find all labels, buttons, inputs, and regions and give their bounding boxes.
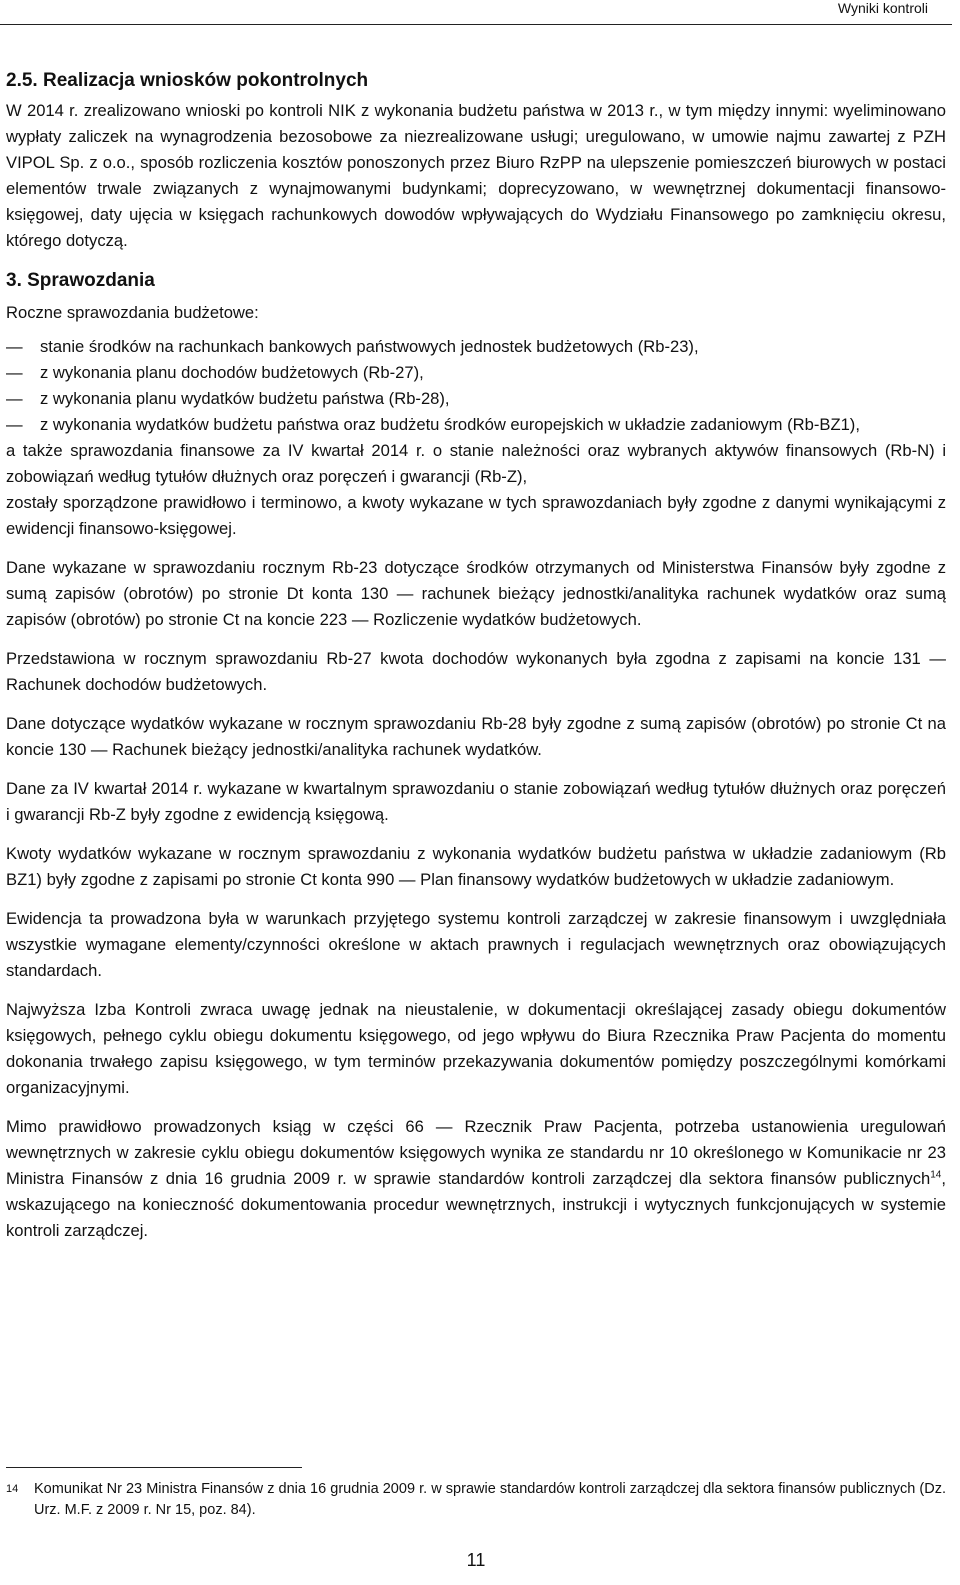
section-heading-3: 3. Sprawozdania xyxy=(6,270,155,291)
paragraph-after-list-2: zostały sporządzone prawidłowo i terminowo, a kwoty wykazane w tych sprawozdaniach były zgodne z danymi wynikającymi z ewidencji finansowo-księgowej. xyxy=(6,493,946,538)
paragraph-rb27: Przedstawiona w rocznym sprawozdaniu Rb-27 kwota dochodów wykonanych była zgodna z zapisami na koncie 131 — Rachunek dochodów budżetowych. xyxy=(6,649,946,694)
footnote xyxy=(6,1479,946,1521)
dash-marker: — xyxy=(6,363,23,382)
paragraph-intro: Roczne sprawozdania budżetowe: xyxy=(6,303,259,322)
paragraph-rbbz1: Kwoty wydatków wykazane w rocznym sprawozdaniu z wykonania wydatków budżetu państwa w układzie zadaniowym (Rb BZ1) były zgodne z zapisami po stronie Ct konta 990 — Plan finansowy wydatków budżetowych w układzie zadaniowym. xyxy=(6,844,946,889)
list-item xyxy=(6,386,946,412)
report-list xyxy=(6,334,946,438)
footnote-reference[interactable]: 14 xyxy=(930,1169,942,1181)
paragraph-rb28: Dane dotyczące wydatków wykazane w rocznym sprawozdaniu Rb-28 były zgodne z sumą zapisów (obrotów) po stronie Ct na koncie 130 — Rachunek bieżący jednostki/analityka rachunek wydatków. xyxy=(6,714,946,759)
paragraph-nik-uwaga: Najwyższa Izba Kontroli zwraca uwagę jednak na nieustalenie, w dokumentacji określającej zasady obiegu dokumentów księgowych, pełnego cyklu obiegu dokumentu księgowego, od jego wpływu do Biura Rzecznika Praw Pacjenta do momentu dokonania trwałego zapisu księgowego, w tym terminów przekazywania dokumentów pomiędzy poszczególnymi komórkami organizacyjnymi. xyxy=(6,1000,946,1097)
page-number: 11 xyxy=(466,1550,486,1570)
footnote-text: Komunikat Nr 23 Ministra Finansów z dnia 16 grudnia 2009 r. w sprawie standardów kontroli zarządczej dla sektora finansów publicznych (Dz. Urz. M.F. z 2009 r. Nr 15, poz. 84). xyxy=(34,1481,946,1518)
dash-marker: — xyxy=(6,337,23,356)
paragraph-after-list-1: a także sprawozdania finansowe za IV kwartał 2014 r. o stanie należności oraz wybranych aktywów finansowych (Rb-N) i zobowiązań według tytułów dłużnych oraz poręczeń i gwarancji (Rb-Z), xyxy=(6,441,946,486)
list-item-text: z wykonania planu dochodów budżetowych (Rb-27), xyxy=(40,363,424,382)
paragraph-mimo xyxy=(6,1114,946,1244)
paragraph-ewidencja: Ewidencja ta prowadzona była w warunkach przyjętego systemu kontroli zarządczej w zakresie finansowym i uwzględniała wszystkie wymagane elementy/czynności określone w aktach prawnych i regulacjach wewnętrznych oraz obowiązujących standardach. xyxy=(6,909,946,980)
section-heading-2-5: 2.5. Realizacja wniosków pokontrolnych xyxy=(6,70,369,91)
header-title: Wyniki kontroli xyxy=(837,0,928,16)
paragraph-rb23: Dane wykazane w sprawozdaniu rocznym Rb-23 dotyczące środków otrzymanych od Ministerstwa Finansów były zgodne z sumą zapisów (obrotów) po stronie Dt konta 130 — rachunek bieżący jednostki/analityka rachunek wydatków oraz sumą zapisów (obrotów) po stronie Ct na koncie 223 — Rozliczenie wydatków budżetowych. xyxy=(6,558,946,629)
list-item-text: z wykonania wydatków budżetu państwa oraz budżetu środków europejskich w układzie zadaniowym (Rb-BZ1), xyxy=(40,415,860,434)
dash-marker: — xyxy=(6,389,23,408)
paragraph-mimo-text-1: Mimo prawidłowo prowadzonych ksiąg w części 66 — Rzecznik Praw Pacjenta, potrzeba ustanowienia uregulowań wewnętrznych w zakresie cyklu obiegu dokumentów księgowych wynika ze standardu nr 10 określonego w Komunikacie nr 23 Ministra Finansów z dnia 16 grudnia 2009 r. w sprawie standardów kontroli zarządczej dla sektora finansów publicznych xyxy=(6,1117,946,1188)
document-body xyxy=(6,70,946,1257)
paragraph-rbz: Dane za IV kwartał 2014 r. wykazane w kwartalnym sprawozdaniu o stanie zobowiązań według tytułów dłużnych oraz poręczeń i gwarancji Rb-Z były zgodne z ewidencją księgową. xyxy=(6,779,946,824)
paragraph-mimo-text-2: , wskazującego na konieczność dokumentowania procedur wewnętrznych, instrukcji i wytycznych funkcjonujących w systemie kontroli zarządczej. xyxy=(6,1169,946,1240)
paragraph-realizacja: W 2014 r. zrealizowano wnioski po kontroli NIK z wykonania budżetu państwa w 2013 r., w tym między innymi: wyeliminowano wypłaty zaliczek na wynagrodzenia bezosobowe za niezrealizowane usługi; uregulowano, w umowie najmu zawartej z PZH VIPOL Sp. z o.o., sposób rozliczenia kosztów ponoszonych przez Biuro RzPP na ulepszenie pomieszczeń biurowych w postaci elementów trwale związanych z wynajmowanymi budynkami; doprecyzowano, w wewnętrznej dokumentacji finansowo-księgowej, daty ujęcia w księgach rachunkowych dowodów wpływających do Wydziału Finansowego po zamknięciu okresu, którego dotyczą. xyxy=(6,101,946,250)
page-header xyxy=(0,0,952,25)
footnote-number: 14 xyxy=(6,1483,19,1495)
footnote-separator xyxy=(6,1467,302,1468)
list-item-text: z wykonania planu wydatków budżetu państwa (Rb-28), xyxy=(40,389,450,408)
list-item xyxy=(6,360,946,386)
list-item xyxy=(6,334,946,360)
dash-marker: — xyxy=(6,415,23,434)
list-item-text: stanie środków na rachunkach bankowych państwowych jednostek budżetowych (Rb-23), xyxy=(40,337,699,356)
list-item xyxy=(6,412,946,438)
